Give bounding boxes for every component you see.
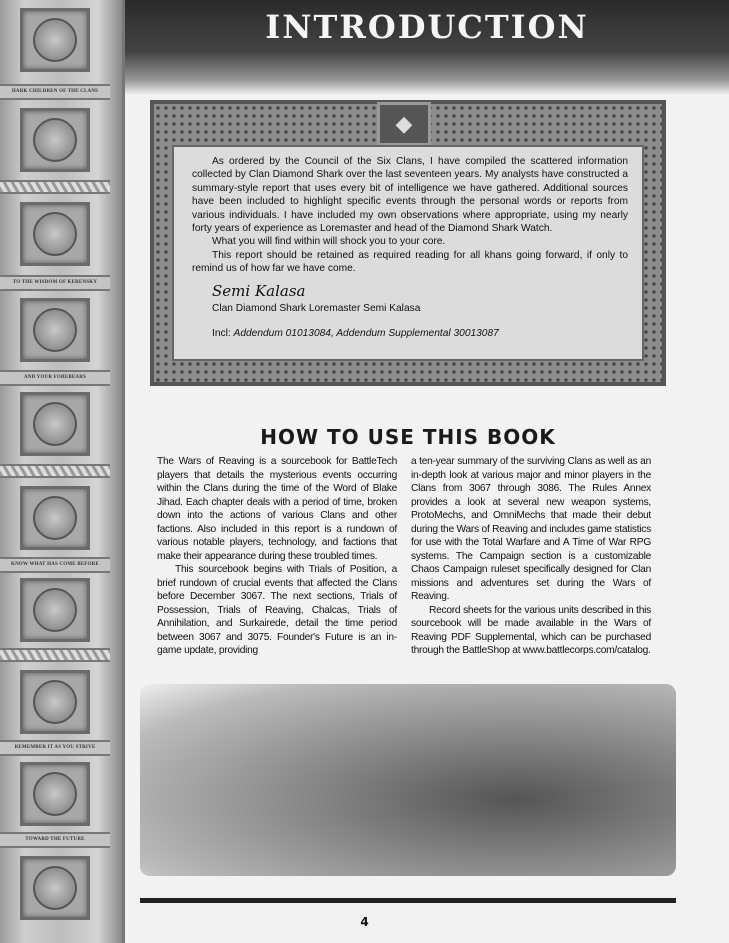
battlemech-illustration [140,684,676,876]
clan-emblem-icon [20,392,90,456]
column-left [157,455,397,658]
clan-emblem-icon [20,486,90,550]
clan-emblem-icon [20,670,90,734]
sidebar-border [0,0,125,943]
column-right [411,455,651,658]
sidebar-label: TO THE WISDOM OF KERENSKY [0,275,110,291]
letter-paragraph: As ordered by the Council of the Six Clans, I have compiled the scattered information collected by Clan Diamond Shark over the last seventeen years. My analysts have constructed a summary-style report that uses every bit of intelligence we have gathered. Additional sources have been included to highlight specific events through the personal words or reports from various individuals. I have included my own observations where appropriate, using my nearly forty years of experience as Loremaster and head of the Diamond Shark Watch. [192,156,628,235]
clan-emblem-icon [20,298,90,362]
body-paragraph: The Wars of Reaving is a sourcebook for BattleTech players that details the mysterious events occurring within the Clans during the time of the Word of Blake Jihad. Each chapter deals with a period of time, broken down into the actions of various Clans and other factions. Also included in this report is a rundown of various notable players, technology, and factions that make their appearance during these troubled times. [157,456,397,562]
clan-emblem-icon [20,856,90,920]
section-heading: HOW TO USE THIS BOOK [260,425,556,449]
incl-label: Incl: [212,328,231,340]
body-paragraph: a ten-year summary of the surviving Clans as well as an in-depth look at various major and minor players in the Clans from 3067 through 3086. The Rules Annex provides a look at several new weapon systems, ProtoMechs, and OmniMechs that made their debut during the Wars of Reaving and includes game statistics for use with the Total Warfare and A Time of War RPG systems. The Campaign section is a customizable Chaos Campaign ruleset specifically designed for Clan missions and adventures set during the Wars of Reaving. [411,456,651,602]
body-paragraph: Record sheets for the various units described in this sourcebook will be made available in the Wars of Reaving PDF Supplemental, which can be purchased through the BattleShop at www.battlecorps.com/catalog. [411,604,651,656]
signoff: Clan Diamond Shark Loremaster Semi Kalasa [212,302,421,314]
sidebar-label: KNOW WHAT HAS COME BEFORE [0,557,110,573]
braid-divider [0,648,110,662]
braid-divider [0,464,110,478]
sidebar-label: TOWARD THE FUTURE [0,832,110,848]
incl-value: Addendum 01013084, Addendum Supplemental 30013087 [233,328,499,340]
sidebar-label: HARK CHILDREN OF THE CLANS [0,84,110,100]
clan-emblem-icon [20,8,90,72]
clan-emblem-icon [20,578,90,642]
footer-rule [140,898,676,903]
letter-box [172,145,644,361]
clan-emblem-icon [20,202,90,266]
page-title: INTRODUCTION [265,8,589,46]
letter-paragraph: This report should be retained as required reading for all khans going forward, if only to remind us of how far we have come. [192,249,628,275]
body-paragraph: This sourcebook begins with Trials of Position, a brief rundown of crucial events that affected the Clans before December 3067. The next sections, Trials of Possession, Trials of Reaving, Chalcas, Trials of Annihilation, and Surkairede, detail the time period between 3067 and 3075. Founder's Future is an in-game update, providing [157,564,397,656]
page-number: 4 [360,915,369,929]
sidebar-label: REMEMBER IT AS YOU STRIVE [0,740,110,756]
clan-emblem-icon [20,108,90,172]
sidebar-label: AND YOUR FOREBEARS [0,370,110,386]
letter-paragraph: What you will find within will shock you to your core. [212,236,446,248]
clan-emblem-icon [20,762,90,826]
signature: Semi Kalasa [212,281,306,300]
inclusions [212,327,628,340]
diamond-shark-emblem-icon: ◆ [377,102,431,146]
braid-divider [0,180,110,194]
